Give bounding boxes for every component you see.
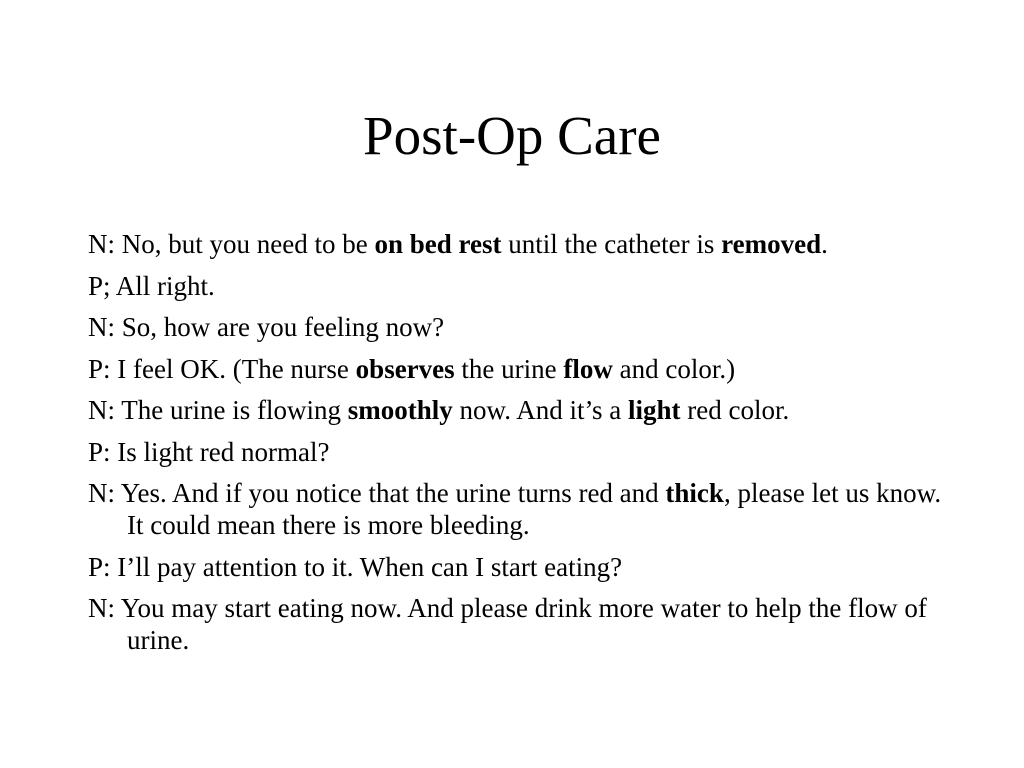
- dialogue-line: [88, 436, 948, 468]
- dialogue-line: [88, 228, 948, 260]
- line-text: .: [821, 229, 828, 259]
- line-text: red color.: [680, 395, 790, 425]
- dialogue-line: [88, 270, 948, 302]
- line-text: N: You may start eating now. And please drink more water to help the flow of urine.: [88, 593, 927, 655]
- line-text: N: Yes. And if you notice that the urine turns red and: [88, 478, 666, 508]
- line-text: P: I’ll pay attention to it. When can I start eating?: [88, 551, 623, 582]
- line-text: until the catheter is: [501, 229, 722, 259]
- line-text: N: So, how are you feeling now?: [88, 312, 445, 342]
- line-text: P: Is light red normal?: [88, 436, 330, 467]
- emphasized-term: light: [627, 395, 681, 425]
- dialogue-line: [88, 592, 948, 656]
- line-text: N: The urine is flowing: [88, 395, 348, 425]
- dialogue-line: [88, 353, 948, 385]
- line-text: P: I feel OK. (The nurse: [88, 353, 356, 384]
- emphasized-term: observes: [355, 353, 455, 384]
- line-text: the urine: [454, 353, 564, 384]
- emphasized-term: flow: [563, 353, 613, 384]
- dialogue-list: [88, 228, 948, 666]
- line-text: , please let us know. It could mean there is more bleeding.: [127, 478, 942, 540]
- dialogue-line: [88, 394, 948, 426]
- emphasized-term: removed: [721, 229, 822, 259]
- line-text: N: No, but you need to be: [88, 229, 375, 259]
- dialogue-line: [88, 477, 948, 541]
- dialogue-line: [88, 311, 948, 343]
- line-text: now. And it’s a: [452, 395, 628, 425]
- emphasized-term: on bed rest: [374, 229, 502, 259]
- line-text: and color.): [612, 353, 736, 384]
- emphasized-term: thick: [665, 478, 724, 508]
- line-text: P; All right.: [88, 270, 215, 301]
- dialogue-line: [88, 551, 948, 583]
- emphasized-term: smoothly: [347, 395, 453, 425]
- slide-title: Post-Op Care: [363, 105, 661, 166]
